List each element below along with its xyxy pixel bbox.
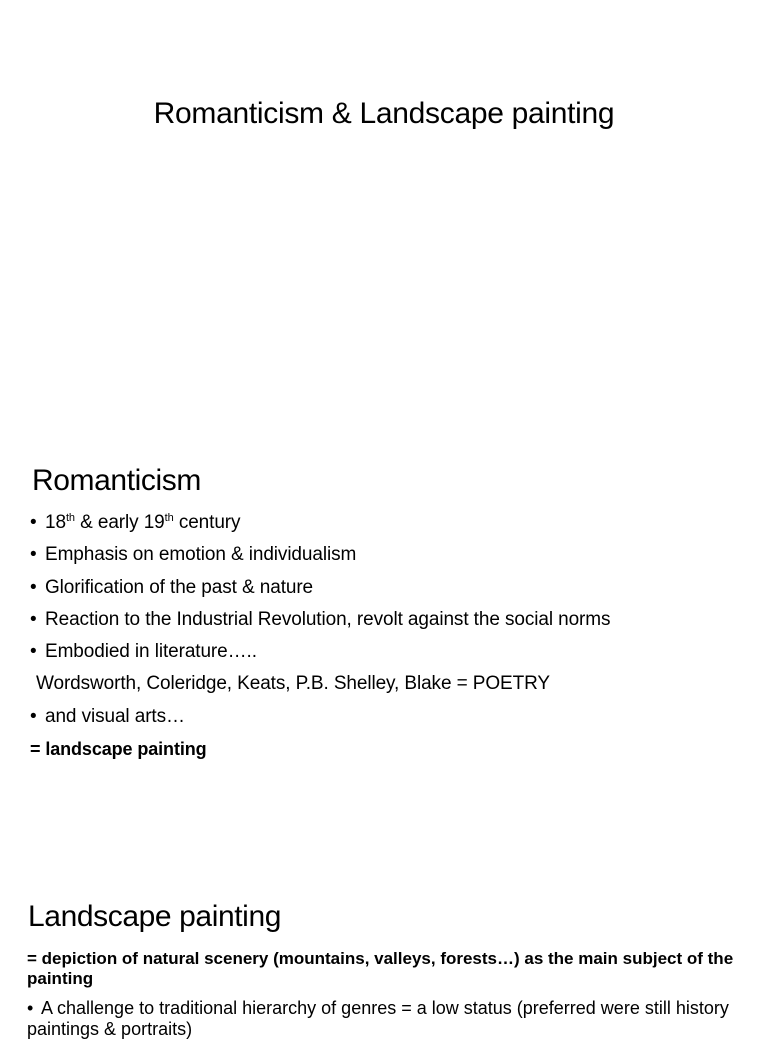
list-item-text: 18th & early 19th century (45, 512, 241, 533)
list-item-text: Emphasis on emotion & individualism (45, 544, 357, 566)
bullet-icon: • (30, 512, 37, 533)
list-item (30, 575, 750, 607)
list-item-text: Glorification of the past & nature (45, 576, 314, 598)
list-item (30, 704, 750, 736)
bullet-list (30, 510, 750, 768)
slide-landscape-painting (0, 864, 768, 1039)
list-item (30, 639, 750, 671)
slide-romanticism (0, 432, 768, 864)
bullet-icon: • (30, 705, 37, 727)
slide-title-text: Romanticism & Landscape painting (153, 97, 615, 130)
list-item-text: and visual arts… (45, 705, 185, 727)
list-item (30, 607, 750, 639)
list-item (27, 998, 752, 1040)
slide-heading: Romanticism (32, 464, 201, 497)
list-item (30, 510, 750, 542)
bullet-icon: • (30, 544, 37, 566)
bullet-icon: • (27, 998, 34, 1018)
bullet-icon: • (30, 608, 37, 630)
definition-text: = depiction of natural scenery (mountains, valleys, forests…) as the main subject of the painting (27, 949, 734, 988)
list-item-emphasis: = landscape painting (30, 739, 207, 760)
list-item-text: A challenge to traditional hierarchy of genres = a low status (preferred were still history paintings & portraits) (27, 998, 729, 1039)
list-item-text: Reaction to the Industrial Revolution, revolt against the social norms (45, 608, 611, 630)
list-item-text: Embodied in literature….. (45, 641, 257, 663)
list-item-plain: Wordsworth, Coleridge, Keats, P.B. Shelley, Blake = POETRY (36, 673, 550, 695)
bullet-icon: • (30, 576, 37, 598)
slide-heading: Landscape painting (28, 900, 282, 933)
slide-title (0, 0, 768, 432)
list-item (30, 542, 750, 574)
bullet-icon: • (30, 641, 37, 663)
